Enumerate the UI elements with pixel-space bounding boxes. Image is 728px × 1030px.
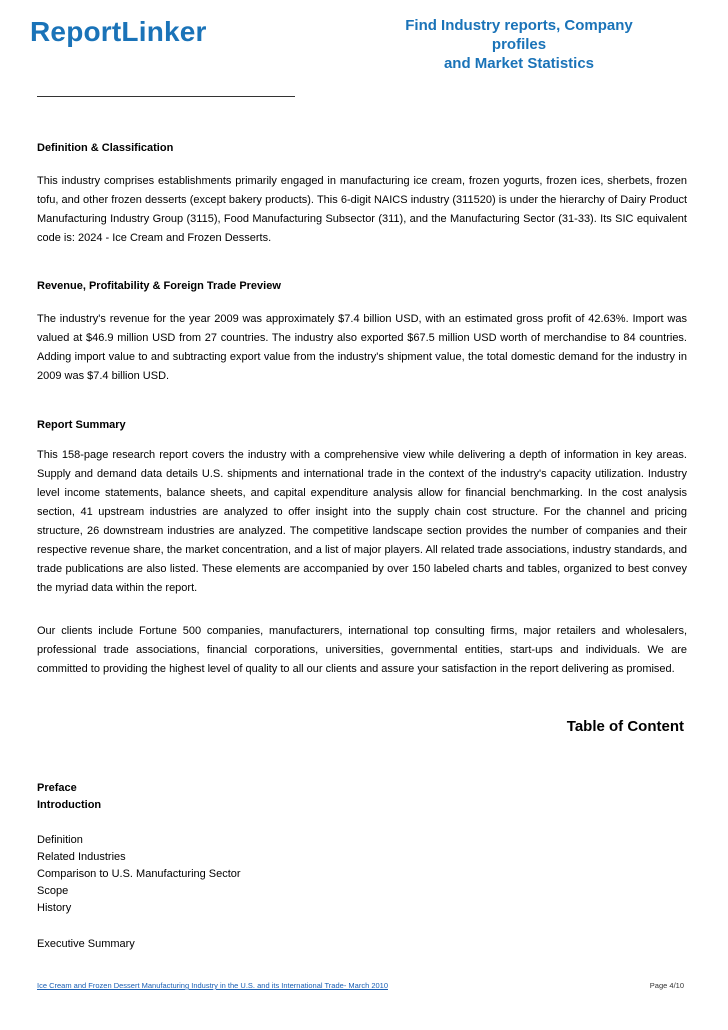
toc-preface: Preface <box>37 782 77 794</box>
tagline-line-2: and Market Statistics <box>443 55 595 72</box>
header-tagline <box>384 16 654 73</box>
toc-list <box>37 832 241 917</box>
footer-report-link[interactable]: Ice Cream and Frozen Dessert Manufacturing Industry in the U.S. and its International Trade- March 2010 <box>37 981 389 990</box>
toc-item: Definition <box>37 834 83 846</box>
revenue-heading: Revenue, Profitability & Foreign Trade Preview <box>37 280 281 292</box>
toc-item: History <box>37 902 72 914</box>
revenue-paragraph: The industry's revenue for the year 2009 was approximately $7.4 billion USD, with an estimated gross profit of 42.63%. Import was valued at $46.9 million USD from 27 countries. The industry also exported $67.5 million USD worth of merchandise to 84 countries. Adding import value to and subtracting export value from the industry's shipment value, the total domestic demand for the industry in 2009 was $7.4 billion USD. <box>37 313 687 382</box>
definition-heading: Definition & Classification <box>37 142 174 154</box>
header-divider <box>37 96 295 97</box>
reportlinker-logo[interactable]: ReportLinker <box>30 16 207 47</box>
toc-top <box>37 780 101 814</box>
report-summary-paragraph: This 158-page research report covers the industry with a comprehensive view while delivering a depth of information in key areas. Supply and demand data details U.S. shipments and international trade in the context of the industry's capacity utilization. Industry level income statements, balance sheets, and capital expenditure analysis allow for financial benchmarking. In the cost analysis section, 41 upstream industries are analyzed to offer insight into the supply chain cost structure. For the channel and pricing structure, 26 downstream industries are analyzed. The competitive landscape section provides the number of companies and their respective revenue share, the market concentration, and a list of major players. All related trade associations, industry standards, and trade publications are also listed. These elements are accompanied by over 150 labeled charts and tables, organized to best convey the myriad data within the report. <box>37 449 687 594</box>
footer-page-number: Page 4/10 <box>649 981 684 990</box>
toc-item: Related Industries <box>37 851 126 863</box>
report-summary-heading: Report Summary <box>37 419 126 431</box>
toc-title: Table of Content <box>566 718 684 735</box>
definition-paragraph: This industry comprises establishments primarily engaged in manufacturing ice cream, frozen yogurts, frozen ices, sherbets, frozen tofu, and other frozen desserts (except bakery products). This 6-digit NAICS industry (311520) is under the hierarchy of Dairy Product Manufacturing Industry Group (3115), Food Manufacturing Subsector (311), and the Manufacturing Sector (31-33). Its SIC equivalent code is: 2024 - Ice Cream and Frozen Desserts. <box>37 175 687 244</box>
toc-introduction: Introduction <box>37 799 102 811</box>
tagline-line-1: Find Industry reports, Company profiles <box>405 17 633 53</box>
toc-item: Comparison to U.S. Manufacturing Sector <box>37 868 241 880</box>
clients-paragraph: Our clients include Fortune 500 companies, manufacturers, international top consulting firms, major retailers and wholesalers, professional trade associations, financial corporations, universities, governmental entities, start-ups and individuals. We are committed to providing the highest level of quality to all our clients and assure your satisfaction in the report delivering as promised. <box>37 625 687 675</box>
toc-item: Scope <box>37 885 69 897</box>
toc-executive-summary: Executive Summary <box>37 938 135 950</box>
